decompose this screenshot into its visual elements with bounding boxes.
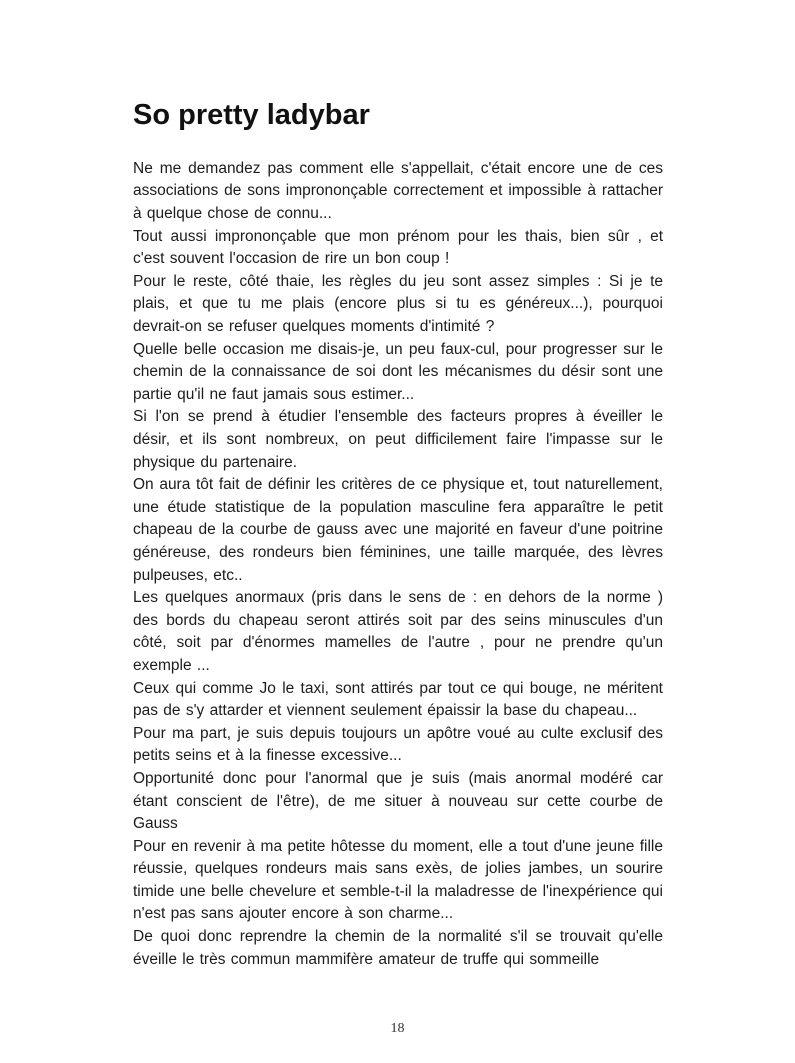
- paragraph: Opportunité donc pour l'anormal que je suis (mais anormal modéré car étant conscient de l'être), de me situer à nouveau sur cette courbe de Gauss: [133, 769, 663, 833]
- paragraph: Pour en revenir à ma petite hôtesse du moment, elle a tout d'une jeune fille réussie, quelques rondeurs mais sans exès, de jolies jambes, un sourire timide une belle chevelure et semble-t-il la maladresse de l'inexpérience qui n'est pas sans ajouter encore à son charme...: [133, 837, 663, 923]
- paragraph: De quoi donc reprendre la chemin de la normalité s'il se trouvait qu'elle éveille le très commun mammifère amateur de truffe qui sommeille: [133, 928, 663, 968]
- paragraph: Les quelques anormaux (pris dans le sens de : en dehors de la norme ) des bords du chapeau seront attirés soit par des seins minuscules d'un côté, soit par d'énormes mamelles de l'autre , pour ne prendre qu'un exemple ...: [133, 589, 663, 674]
- paragraph: Ceux qui comme Jo le taxi, sont attirés par tout ce qui bouge, ne méritent pas de s'y attarder et viennent seulement épaissir la base du chapeau...: [133, 679, 663, 720]
- paragraph: Quelle belle occasion me disais-je, un peu faux-cul, pour progresser sur le chemin de la connaissance de soi dont les mécanismes du désir sont une partie qu'il ne faut jamais sous estimer...: [133, 340, 663, 403]
- page-number: 18: [390, 1021, 405, 1036]
- body-text: [133, 158, 663, 971]
- paragraph: On aura tôt fait de définir les critères de ce physique et, tout naturellement, une étude statistique de la population masculine fera apparaître le petit chapeau de la courbe de gauss avec une majorité en faveur d'une poitrine généreuse, des rondeurs bien féminines, une taille marquée, des lèvres pulpeuses, etc..: [133, 476, 663, 584]
- paragraph: Si l'on se prend à étudier l'ensemble des facteurs propres à éveiller le désir, et ils sont nombreux, on peut difficilement faire l'impasse sur le physique du partenaire.: [133, 408, 663, 471]
- page-content: [133, 100, 663, 971]
- paragraph: Tout aussi imprononçable que mon prénom pour les thais, bien sûr , et c'est souvent l'occasion de rire un bon coup !: [133, 227, 663, 268]
- page-title: So pretty ladybar: [133, 99, 370, 131]
- paragraph: Pour ma part, je suis depuis toujours un apôtre voué au culte exclusif des petits seins et à la finesse excessive...: [133, 724, 663, 765]
- paragraph: Ne me demandez pas comment elle s'appellait, c'était encore une de ces associations de sons imprononçable correctement et impossible à rattacher à quelque chose de connu...: [133, 159, 663, 223]
- paragraph: Pour le reste, côté thaie, les règles du jeu sont assez simples : Si je te plais, et que tu me plais (encore plus si tu es généreux...), pourquoi devrait-on se refuser quelques moments d'intimité ?: [133, 272, 663, 336]
